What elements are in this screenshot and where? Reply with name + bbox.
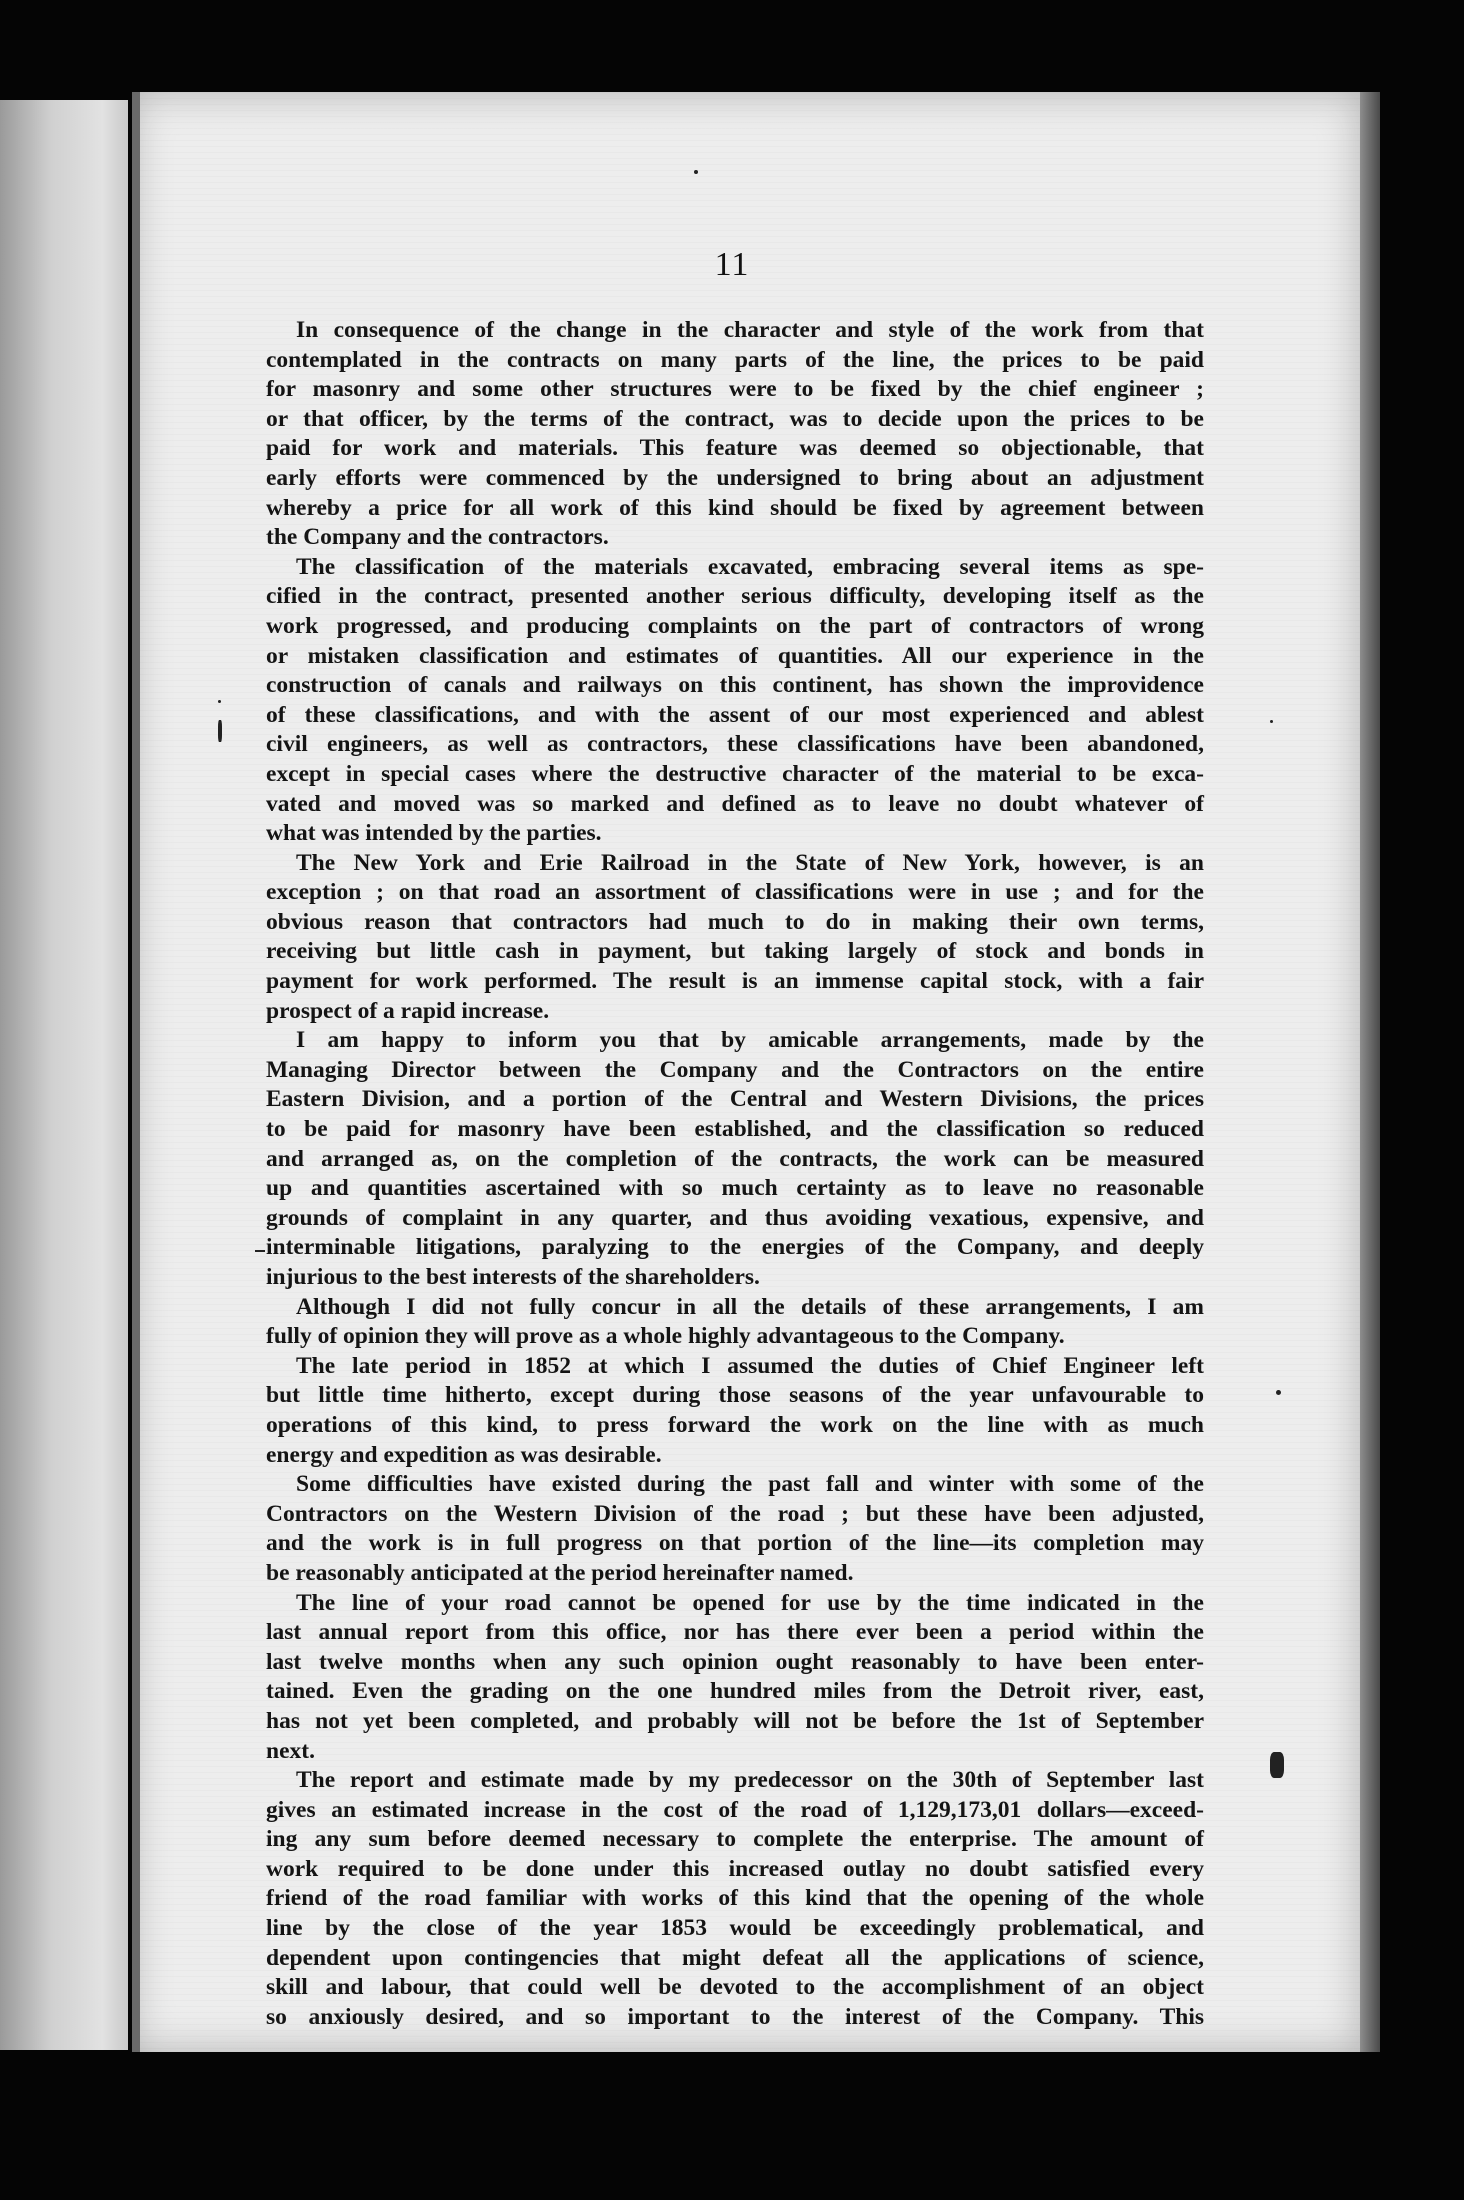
text-line: civil engineers, as well as contractors, these classifications have been abandoned, (266, 731, 1204, 758)
text-line: tained. Even the grading on the one hundred miles from the Detroit river, east, (266, 1678, 1204, 1705)
text-line: or mistaken classification and estimates of quantities. All our experience in the (266, 642, 1204, 669)
text-line: skill and labour, that could well be devoted to the accomplishment of an object (266, 1974, 1204, 2001)
text-line: for masonry and some other structures were to be fixed by the chief engineer ; (266, 376, 1204, 403)
paragraph (266, 1470, 1204, 1588)
text-line: paid for work and materials. This feature was deemed so objectionable, that (266, 435, 1204, 462)
text-line: I am happy to inform you that by amicable arrangements, made by the (296, 1027, 1204, 1054)
text-line: last twelve months when any such opinion ought reasonably to have been enter- (266, 1648, 1204, 1675)
text-line: to be paid for masonry have been established, and the classification so reduced (266, 1116, 1204, 1143)
page-gutter-shadow (132, 92, 140, 2052)
text-line: cified in the contract, presented another serious difficulty, developing itself as the (266, 583, 1204, 610)
paragraph (266, 1589, 1204, 1767)
facing-page-edge (0, 100, 128, 2050)
text-line: injurious to the best interests of the shareholders. (266, 1264, 760, 1290)
binding-edge (1360, 92, 1380, 2052)
paragraph (266, 553, 1204, 849)
text-line: The New York and Erie Railroad in the State of New York, however, is an (296, 849, 1204, 876)
paragraph (266, 1293, 1204, 1352)
text-line: whereby a price for all work of this kind should be fixed by agreement between (266, 494, 1204, 521)
text-line: last annual report from this office, nor has there ever been a period within the (266, 1619, 1204, 1646)
text-line: vated and moved was so marked and defined as to leave no doubt whatever of (266, 790, 1204, 817)
text-line: line by the close of the year 1853 would be exceedingly problematical, and (266, 1915, 1204, 1942)
text-line: of these classifications, and with the assent of our most experienced and ablest (266, 701, 1204, 728)
text-line: what was intended by the parties. (266, 820, 602, 847)
text-line: construction of canals and railways on this continent, has shown the improvidence (266, 672, 1204, 699)
paragraph (266, 316, 1204, 553)
paragraph (266, 849, 1204, 1027)
text-line: and the work is in full progress on that portion of the line—its completion may (266, 1530, 1204, 1557)
text-line: contemplated in the contracts on many parts of the line, the prices to be paid (266, 346, 1204, 373)
text-line: The classification of the materials excavated, embracing several items as spe- (296, 553, 1204, 580)
page-number: 11 (714, 246, 750, 283)
text-line: or that officer, by the terms of the contract, was to decide upon the prices to be (266, 405, 1204, 432)
text-line: obvious reason that contractors had much to do in making their own terms, (266, 908, 1204, 935)
text-line: Although I did not fully concur in all the details of these arrangements, I am (296, 1293, 1204, 1320)
text-line: early efforts were commenced by the undersigned to bring about an adjustment (266, 464, 1204, 491)
text-line: Eastern Division, and a portion of the Central and Western Divisions, the prices (266, 1086, 1204, 1113)
paragraph (266, 1026, 1204, 1292)
text-line: be reasonably anticipated at the period hereinafter named. (266, 1559, 854, 1586)
text-line: ing any sum before deemed necessary to complete the enterprise. The amount of (266, 1826, 1204, 1853)
text-line: work progressed, and producing complaints on the part of contractors of wrong (266, 612, 1204, 639)
text-line: next. (266, 1737, 315, 1764)
document-body (266, 316, 1204, 2032)
paragraph (266, 1352, 1204, 1470)
text-line: dependent upon contingencies that might defeat all the applications of science, (266, 1944, 1204, 1971)
text-line: receiving but little cash in payment, but taking largely of stock and bonds in (266, 938, 1204, 965)
text-line: gives an estimated increase in the cost of the road of 1,129,173,01 dollars—exceed- (266, 1796, 1204, 1823)
text-line: Some difficulties have existed during the past fall and winter with some of the (296, 1471, 1204, 1498)
text-line: except in special cases where the destructive character of the material to be exca- (266, 760, 1204, 787)
text-line: energy and expedition as was desirable. (266, 1441, 662, 1468)
text-line: interminable litigations, paralyzing to the energies of the Company, and deeply (266, 1234, 1204, 1261)
text-line: operations of this kind, to press forward the work on the line with as much (266, 1411, 1204, 1438)
text-line: but little time hitherto, except during those seasons of the year unfavourable to (266, 1382, 1204, 1409)
paragraph (266, 1766, 1204, 2032)
text-line: The line of your road cannot be opened for use by the time indicated in the (296, 1589, 1204, 1616)
text-line: payment for work performed. The result is an immense capital stock, with a fair (266, 968, 1204, 995)
text-line: grounds of complaint in any quarter, and thus avoiding vexatious, expensive, and (266, 1204, 1204, 1231)
text-line: fully of opinion they will prove as a whole highly advantageous to the Company. (266, 1323, 1065, 1350)
text-line: Managing Director between the Company and the Contractors on the entire (266, 1056, 1204, 1083)
text-line: work required to be done under this increased outlay no doubt satisfied every (266, 1855, 1204, 1882)
text-line: The report and estimate made by my predecessor on the 30th of September last (296, 1767, 1204, 1794)
text-line: up and quantities ascertained with so much certainty as to leave no reasonable (266, 1175, 1204, 1202)
text-line: Contractors on the Western Division of the road ; but these have been adjusted, (266, 1500, 1204, 1527)
text-line: the Company and the contractors. (266, 524, 609, 551)
text-line: so anxiously desired, and so important to the interest of the Company. This (266, 2003, 1204, 2030)
text-line: friend of the road familiar with works of this kind that the opening of the whole (266, 1885, 1204, 1912)
text-line: has not yet been completed, and probably will not be before the 1st of September (266, 1707, 1204, 1734)
text-line: exception ; on that road an assortment of classifications were in use ; and for the (266, 879, 1204, 906)
text-line: prospect of a rapid increase. (266, 997, 550, 1024)
text-line: The late period in 1852 at which I assumed the duties of Chief Engineer left (296, 1352, 1204, 1379)
text-line: In consequence of the change in the character and style of the work from that (296, 317, 1204, 343)
text-line: and arranged as, on the completion of the contracts, the work can be measured (266, 1145, 1204, 1172)
